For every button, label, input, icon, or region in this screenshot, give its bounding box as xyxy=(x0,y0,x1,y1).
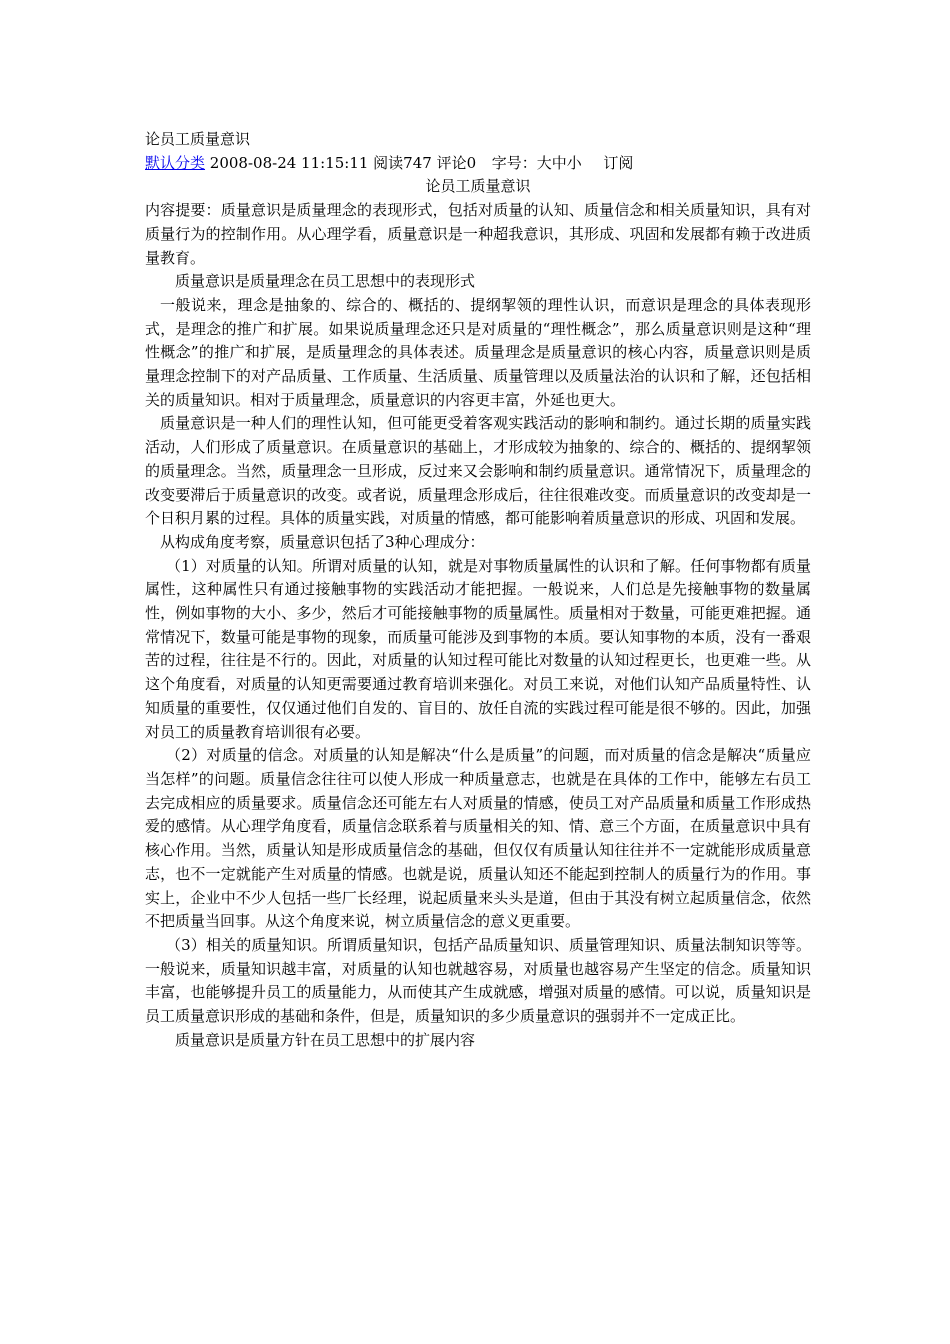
font-size-label: 字号： xyxy=(491,153,537,172)
paragraph-4: （1）对质量的认知。所谓对质量的认知，就是对事物质量属性的认识和了解。任何事物都有质量属性，这种属性只有通过接触事物的实践活动才能把握。一般说来，人们总是先接触事物的数量属性，例如事物的大小、多少，然后才可能接触事物的质量属性。质量相对于数量，可能更难把握。通常情况下，数量可能是事物的现象，而质量可能涉及到事物的本质。要认知事物的本质，没有一番艰苦的过程，往往是不行的。因此，对质量的认知过程可能比对数量的认知过程更长，也更难一些。从这个角度看，对质量的认知更需要通过教育培训来强化。对员工来说，对他们认知产品质量特性、认知质量的重要性，仅仅通过他们自发的、盲目的、放任自流的实践过程可能是很不够的。因此，加强对员工的质量教育培训很有必要。 xyxy=(145,556,811,741)
paragraph-1: 一般说来，理念是抽象的、综合的、概括的、提纲挈领的理性认识，而意识是理念的具体表现形式，是理念的推广和扩展。如果说质量理念还只是对质量的“理性概念”，那么质量意识则是这种“理性概念”的推广和扩展，是质量理念的具体表述。质量理念是质量意识的核心内容，质量意识则是质量理念控制下的对产品质量、工作质量、生活质量、质量管理以及质量法治的认识和了解，还包括相关的质量知识。相对于质量理念，质量意识的内容更丰富，外延也更大。 xyxy=(145,295,811,409)
page-title: 论员工质量意识 xyxy=(145,130,251,148)
font-size-large[interactable]: 大 xyxy=(536,153,552,172)
font-size-small[interactable]: 小 xyxy=(566,153,582,172)
article-summary: 内容提要：质量意识是质量理念的表现形式，包括对质量的认知、质量信念和相关质量知识，具有对质量行为的控制作用。从心理学看，质量意识是一种超我意识，其形成、巩固和发展都有赖于改进质量教育。 xyxy=(145,201,811,267)
post-meta xyxy=(145,152,811,176)
article-page xyxy=(145,128,811,1052)
post-info: 2008-08-24 11:15:11 阅读747 评论0 xyxy=(209,153,477,172)
section-heading-1: 质量意识是质量理念在员工思想中的表现形式 xyxy=(175,272,476,291)
section-heading-2: 质量意识是质量方针在员工思想中的扩展内容 xyxy=(175,1030,476,1049)
article-title: 论员工质量意识 xyxy=(425,177,531,196)
category-link[interactable]: 默认分类 xyxy=(145,153,206,172)
paragraph-2: 质量意识是一种人们的理性认知，但可能更受着客观实践活动的影响和制约。通过长期的质量实践活动，人们形成了质量意识。在质量意识的基础上，才形成较为抽象的、综合的、概括的、提纲挈领的质量理念。当然，质量理念一旦形成，反过来又会影响和制约质量意识。通常情况下，质量理念的改变要滞后于质量意识的改变。或者说，质量理念形成后，往往很难改变。而质量意识的改变却是一个日积月累的过程。具体的质量实践，对质量的情感，都可能影响着质量意识的形成、巩固和发展。 xyxy=(145,414,811,528)
paragraph-6: （3）相关的质量知识。所谓质量知识，包括产品质量知识、质量管理知识、质量法制知识等等。一般说来，质量知识越丰富，对质量的认知也就越容易，对质量也越容易产生坚定的信念。质量知识丰富，也能够提升员工的质量能力，从而使其产生成就感，增强对质量的感情。可以说，质量知识是员工质量意识形成的基础和条件，但是，质量知识的多少质量意识的强弱并不一定成正比。 xyxy=(145,935,811,1026)
paragraph-3: 从构成角度考察，质量意识包括了3种心理成分： xyxy=(160,532,485,551)
paragraph-5: （2）对质量的信念。对质量的认知是解决“什么是质量”的问题，而对质量的信念是解决“质量应当怎样”的问题。质量信念往往可以使人形成一种质量意志，也就是在具体的工作中，能够左右员工去完成相应的质量要求。质量信念还可能左右人对质量的情感，使员工对产品质量和质量工作形成热爱的感情。从心理学角度看，质量信念联系着与质量相关的知、情、意三个方面，在质量意识中具有核心作用。当然，质量认知是形成质量信念的基础，但仅仅有质量认知往往并不一定就能形成质量意志，也不一定就能产生对质量的情感。也就是说，质量认知还不能起到控制人的质量行为的作用。事实上，企业中不少人包括一些厂长经理，说起质量来头头是道，但由于其没有树立起质量信念，依然不把质量当回事。从这个角度来说，树立质量信念的意义更重要。 xyxy=(145,746,811,931)
font-size-medium[interactable]: 中 xyxy=(551,153,567,172)
subscribe-link[interactable]: 订阅 xyxy=(603,153,634,172)
